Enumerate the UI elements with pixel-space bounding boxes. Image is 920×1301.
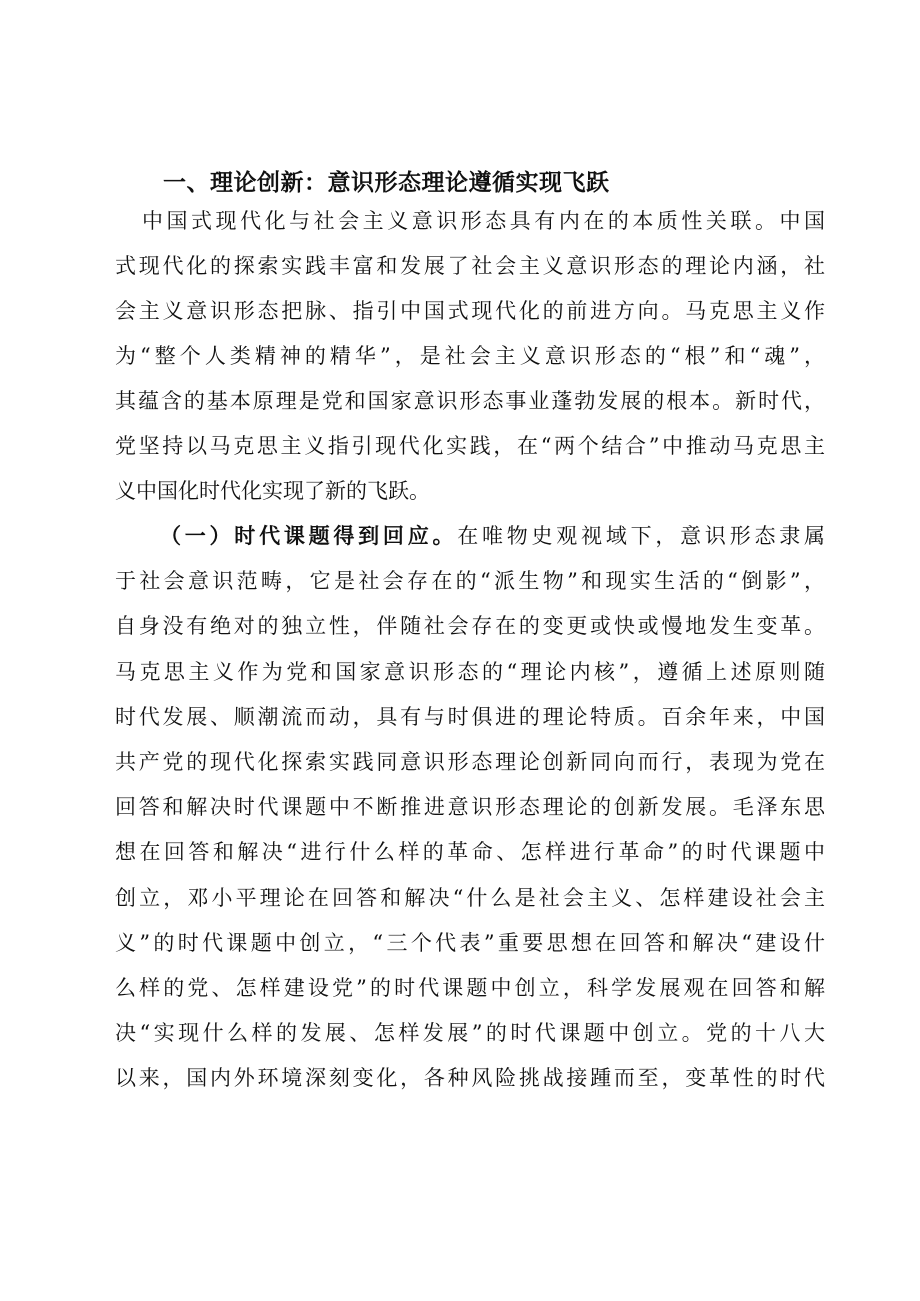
paragraph1-line-4: 为“整个人类精神的精华”，是社会主义意识形态的“根”和“魂”， <box>115 344 825 368</box>
paragraph2-line-12: 决“实现什么样的发展、怎样发展”的时代课题中创立。党的十八大 <box>115 1021 825 1045</box>
subsection-title: （一）时代课题得到回应。 <box>160 524 458 548</box>
paragraph2-line-10: 义”的时代课题中创立，“三个代表”重要思想在回答和解决“建设什 <box>115 931 825 955</box>
paragraph2-line-2: 于社会意识范畴，它是社会存在的“派生物”和现实生活的“倒影”， <box>115 569 825 593</box>
paragraph2-line-6: 共产党的现代化探索实践同意识形态理论创新同向而行，表现为党在 <box>115 750 825 774</box>
paragraph2-line-9: 创立，邓小平理论在回答和解决“什么是社会主义、怎样建设社会主 <box>115 886 825 910</box>
paragraph2-line-8: 想在回答和解决“进行什么样的革命、怎样进行革命”的时代课题中 <box>115 840 825 864</box>
paragraph2-line-1 <box>160 519 825 553</box>
paragraph1-line-1: 中国式现代化与社会主义意识形态具有内在的本质性关联。中国 <box>142 209 825 233</box>
paragraph1-line-5: 其蕴含的基本原理是党和国家意识形态事业蓬勃发展的根本。新时代， <box>115 389 825 413</box>
paragraph2-line-4: 马克思主义作为党和国家意识形态的“理论内核”，遵循上述原则随 <box>115 660 825 684</box>
paragraph2-line-5: 时代发展、顺潮流而动，具有与时俱进的理论特质。百余年来，中国 <box>115 705 825 729</box>
paragraph1-line-3: 会主义意识形态把脉、指引中国式现代化的前进方向。马克思主义作 <box>115 299 825 323</box>
paragraph2-line-3: 自身没有绝对的独立性，伴随社会存在的变更或快或慢地发生变革。 <box>115 614 825 638</box>
paragraph2-lead-text: 在唯物史观视域下，意识形态隶属 <box>457 524 826 548</box>
paragraph2-line-11: 么样的党、怎样建设党”的时代课题中创立，科学发展观在回答和解 <box>115 976 825 1000</box>
paragraph2-line-13: 以来，国内外环境深刻变化，各种风险挑战接踵而至，变革性的时代 <box>115 1066 825 1090</box>
paragraph1-line-6: 党坚持以马克思主义指引现代化实践，在“两个结合”中推动马克思主 <box>115 434 825 458</box>
section-title: 一、理论创新：意识形态理论遵循实现飞跃 <box>163 170 610 196</box>
paragraph2-line-7: 回答和解决时代课题中不断推进意识形态理论的创新发展。毛泽东思 <box>115 795 825 819</box>
paragraph1-line-2: 式现代化的探索实践丰富和发展了社会主义意识形态的理论内涵，社 <box>115 254 825 278</box>
paragraph1-line-7: 义中国化时代化实现了新的飞跃。 <box>115 479 430 503</box>
